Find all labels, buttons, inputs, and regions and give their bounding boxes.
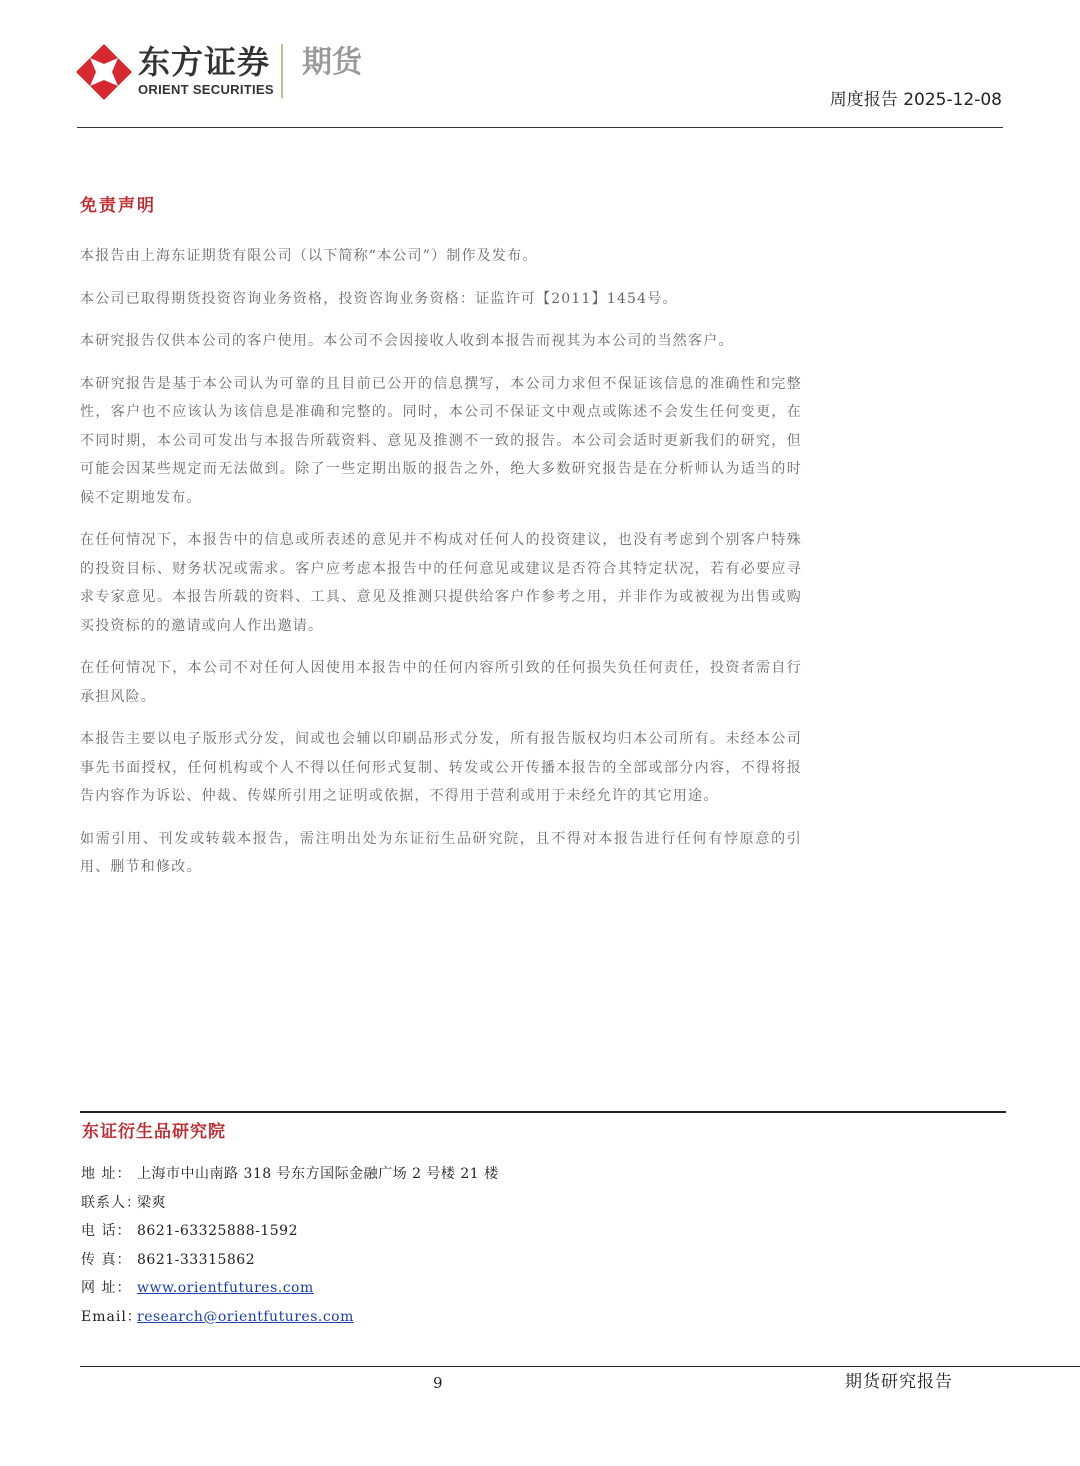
disclaimer-paragraph: 本报告主要以电子版形式分发，间或也会辅以印刷品形式分发，所有报告版权均归本公司所有。未经本公司事先书面授权，任何机构或个人不得以任何形式复制、转发或公开传播本报告的全部或部分内容，不得将报告内容作为诉讼、仲裁、传媒所引用之证明或依据，不得用于营利或用于未经允许的其它用途。 <box>80 731 802 804</box>
address-row <box>81 1160 499 1189</box>
contact-person-value: 梁爽 <box>137 1194 166 1211</box>
brand-name-en: ORIENT SECURITIES <box>138 82 274 97</box>
disclaimer-paragraph: 在任何情况下，本报告中的信息或所表述的意见并不构成对任何人的投资建议，也没有考虑到个别客户特殊的投资目标、财务状况或需求。客户应考虑本报告中的任何意见或建议是否符合其特定状况，若有必要应寻求专家意见。本报告所载的资料、工具、意见及推测只提供给客户作参考之用，并非作为或被视为出售或购买投资标的的邀请或向人作出邀请。 <box>80 532 802 634</box>
disclaimer-paragraph: 本报告由上海东证期货有限公司（以下简称“本公司”）制作及发布。 <box>80 248 538 264</box>
email-row <box>81 1303 499 1332</box>
contact-info <box>81 1160 499 1331</box>
report-type-date: 周度报告 2025-12-08 <box>829 90 1002 110</box>
orient-securities-logo-icon <box>74 42 134 102</box>
disclaimer-paragraph: 如需引用、刊发或转载本报告，需注明出处为东证衍生品研究院，且不得对本报告进行任何有悖原意的引用、删节和修改。 <box>80 830 802 875</box>
disclaimer-paragraph: 本公司已取得期货投资咨询业务资格，投资咨询业务资格：证监许可【2011】1454号。 <box>80 290 678 307</box>
contact-person-row <box>81 1189 499 1218</box>
footer-top-divider <box>80 1111 1006 1113</box>
brand-unit-label: 期货 <box>302 45 362 80</box>
email-label: Email： <box>81 1308 142 1325</box>
phone-row <box>81 1217 499 1246</box>
page-number: 9 <box>433 1374 443 1392</box>
fax-value: 8621-33315862 <box>137 1251 256 1268</box>
institute-name: 东证衍生品研究院 <box>82 1122 226 1142</box>
disclaimer-paragraph: 本研究报告仅供本公司的客户使用。本公司不会因接收人收到本报告而视其为本公司的当然客户。 <box>80 333 734 349</box>
header-divider <box>77 127 1003 128</box>
contact-person-label: 联系人： <box>81 1194 141 1211</box>
disclaimer-paragraph: 本研究报告是基于本公司认为可靠的且目前已公开的信息撰写，本公司力求但不保证该信息的准确性和完整性，客户也不应该认为该信息是准确和完整的。同时，本公司不保证文中观点或陈述不会发生任何变更，在不同时期，本公司可发出与本报告所载资料、意见及推测不一致的报告。本公司会适时更新我们的研究，但可能会因某些规定而无法做到。除了一些定期出版的报告之外，绝大多数研究报告是在分析师认为适当的时候不定期地发布。 <box>80 375 802 506</box>
disclaimer-paragraph: 在任何情况下，本公司不对任何人因使用本报告中的任何内容所引致的任何损失负任何责任，投资者需自行承担风险。 <box>80 660 802 705</box>
address-label: 地 址： <box>81 1166 132 1182</box>
fax-label: 传 真： <box>81 1251 132 1268</box>
report-series-label: 期货研究报告 <box>845 1372 953 1392</box>
phone-value: 8621-63325888-1592 <box>137 1223 298 1239</box>
page-footer-divider <box>80 1366 1080 1367</box>
email-link[interactable]: research@orientfutures.com <box>137 1308 354 1325</box>
website-label: 网 址： <box>81 1280 132 1296</box>
fax-row <box>81 1246 499 1275</box>
disclaimer-body <box>80 242 802 896</box>
phone-label: 电 话： <box>81 1223 132 1239</box>
brand-divider <box>281 44 283 98</box>
website-row <box>81 1274 499 1303</box>
disclaimer-title: 免责声明 <box>80 196 156 216</box>
brand-name-cn: 东方证券 <box>138 43 271 81</box>
website-link[interactable]: www.orientfutures.com <box>137 1280 314 1296</box>
address-value: 上海市中山南路 318 号东方国际金融广场 2 号楼 21 楼 <box>137 1166 499 1182</box>
